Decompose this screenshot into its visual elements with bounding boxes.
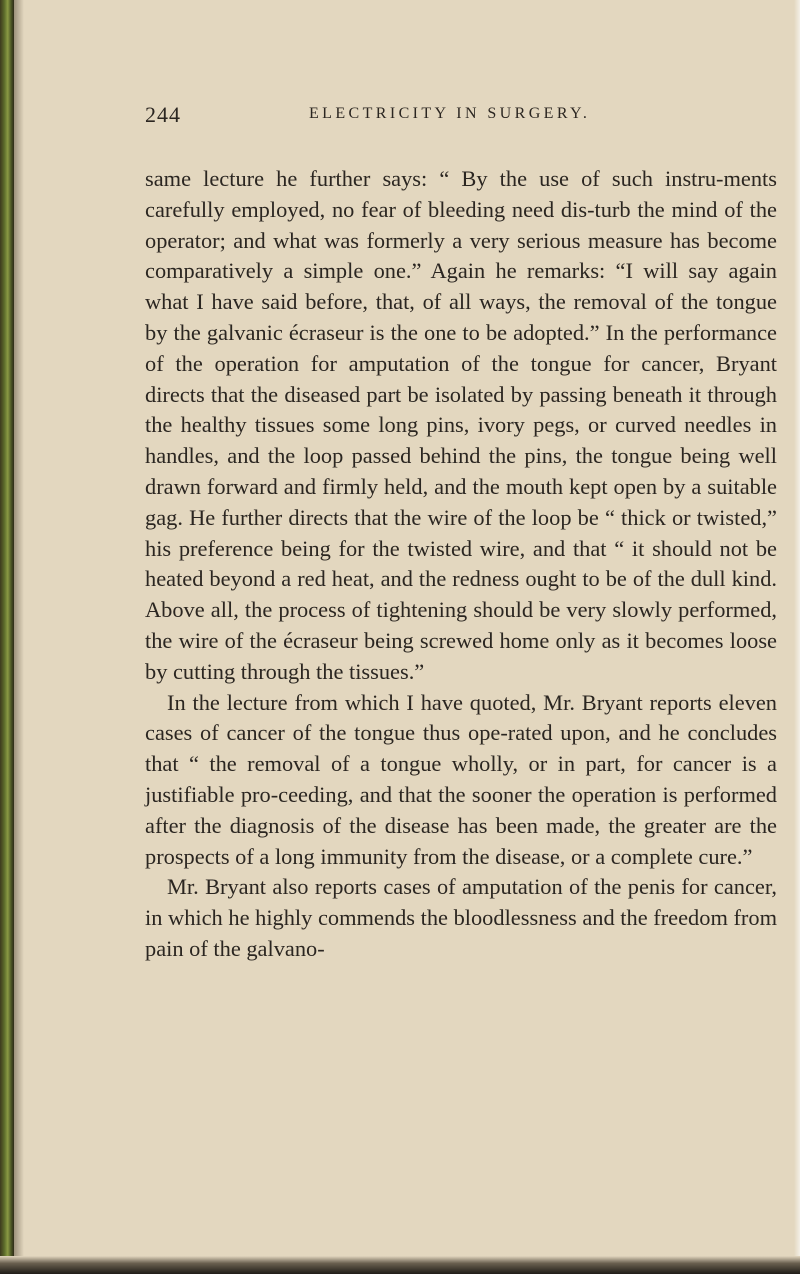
gutter-shadow — [14, 0, 24, 1274]
text-block — [145, 164, 777, 965]
book-page — [145, 102, 777, 1232]
paragraph-lecture-report: In the lecture from which I have quoted, Mr. Bryant reports eleven cases of cancer of the tongue thus ope-rated upon, and he concludes that “ the removal of a tongue wholly, or in part, for cancer is a justifiable pro-ceeding, and that the sooner the operation is performed after the diagnosis of the disease has been made, the greater are the prospects of a long immunity from the disease, or a complete cure.” — [145, 689, 777, 869]
page-bottom-shadow — [0, 1256, 800, 1274]
running-title: ELECTRICITY IN SURGERY. — [309, 105, 591, 122]
running-head — [145, 102, 777, 134]
page-right-edge — [794, 0, 800, 1274]
paragraph-continuation: same lecture he further says: “ By the use of such instru-ments carefully employed, no fear of bleeding need dis-turb the mind of the operator; and what was formerly a very serious measure has become comparatively a simple one.” Again he remarks: “I will say again what I have said before, that, of all ways, the removal of the tongue by the galvanic écraseur is the one to be adopted.” In the performance of the operation for amputation of the tongue for cancer, Bryant directs that the diseased part be isolated by passing beneath it through the healthy tissues some long pins, ivory pegs, or curved needles in handles, and the loop passed behind the pins, the tongue being well drawn forward and firmly held, and the mouth kept open by a suitable gag. He further directs that the wire of the loop be “ thick or twisted,” his preference being for the twisted wire, and that “ it should not be heated beyond a red heat, and the redness ought to be of the dull kind. Above all, the process of tightening should be very slowly performed, the wire of the écraseur being screwed home only as it becomes loose by cutting through the tissues.” — [145, 166, 777, 684]
paragraph-penis-amputation: Mr. Bryant also reports cases of amputation of the penis for cancer, in which he highly commends the bloodlessness and the freedom from pain of the galvano- — [145, 874, 777, 961]
book-spine-edge — [0, 0, 14, 1274]
page-number: 244 — [145, 102, 181, 127]
